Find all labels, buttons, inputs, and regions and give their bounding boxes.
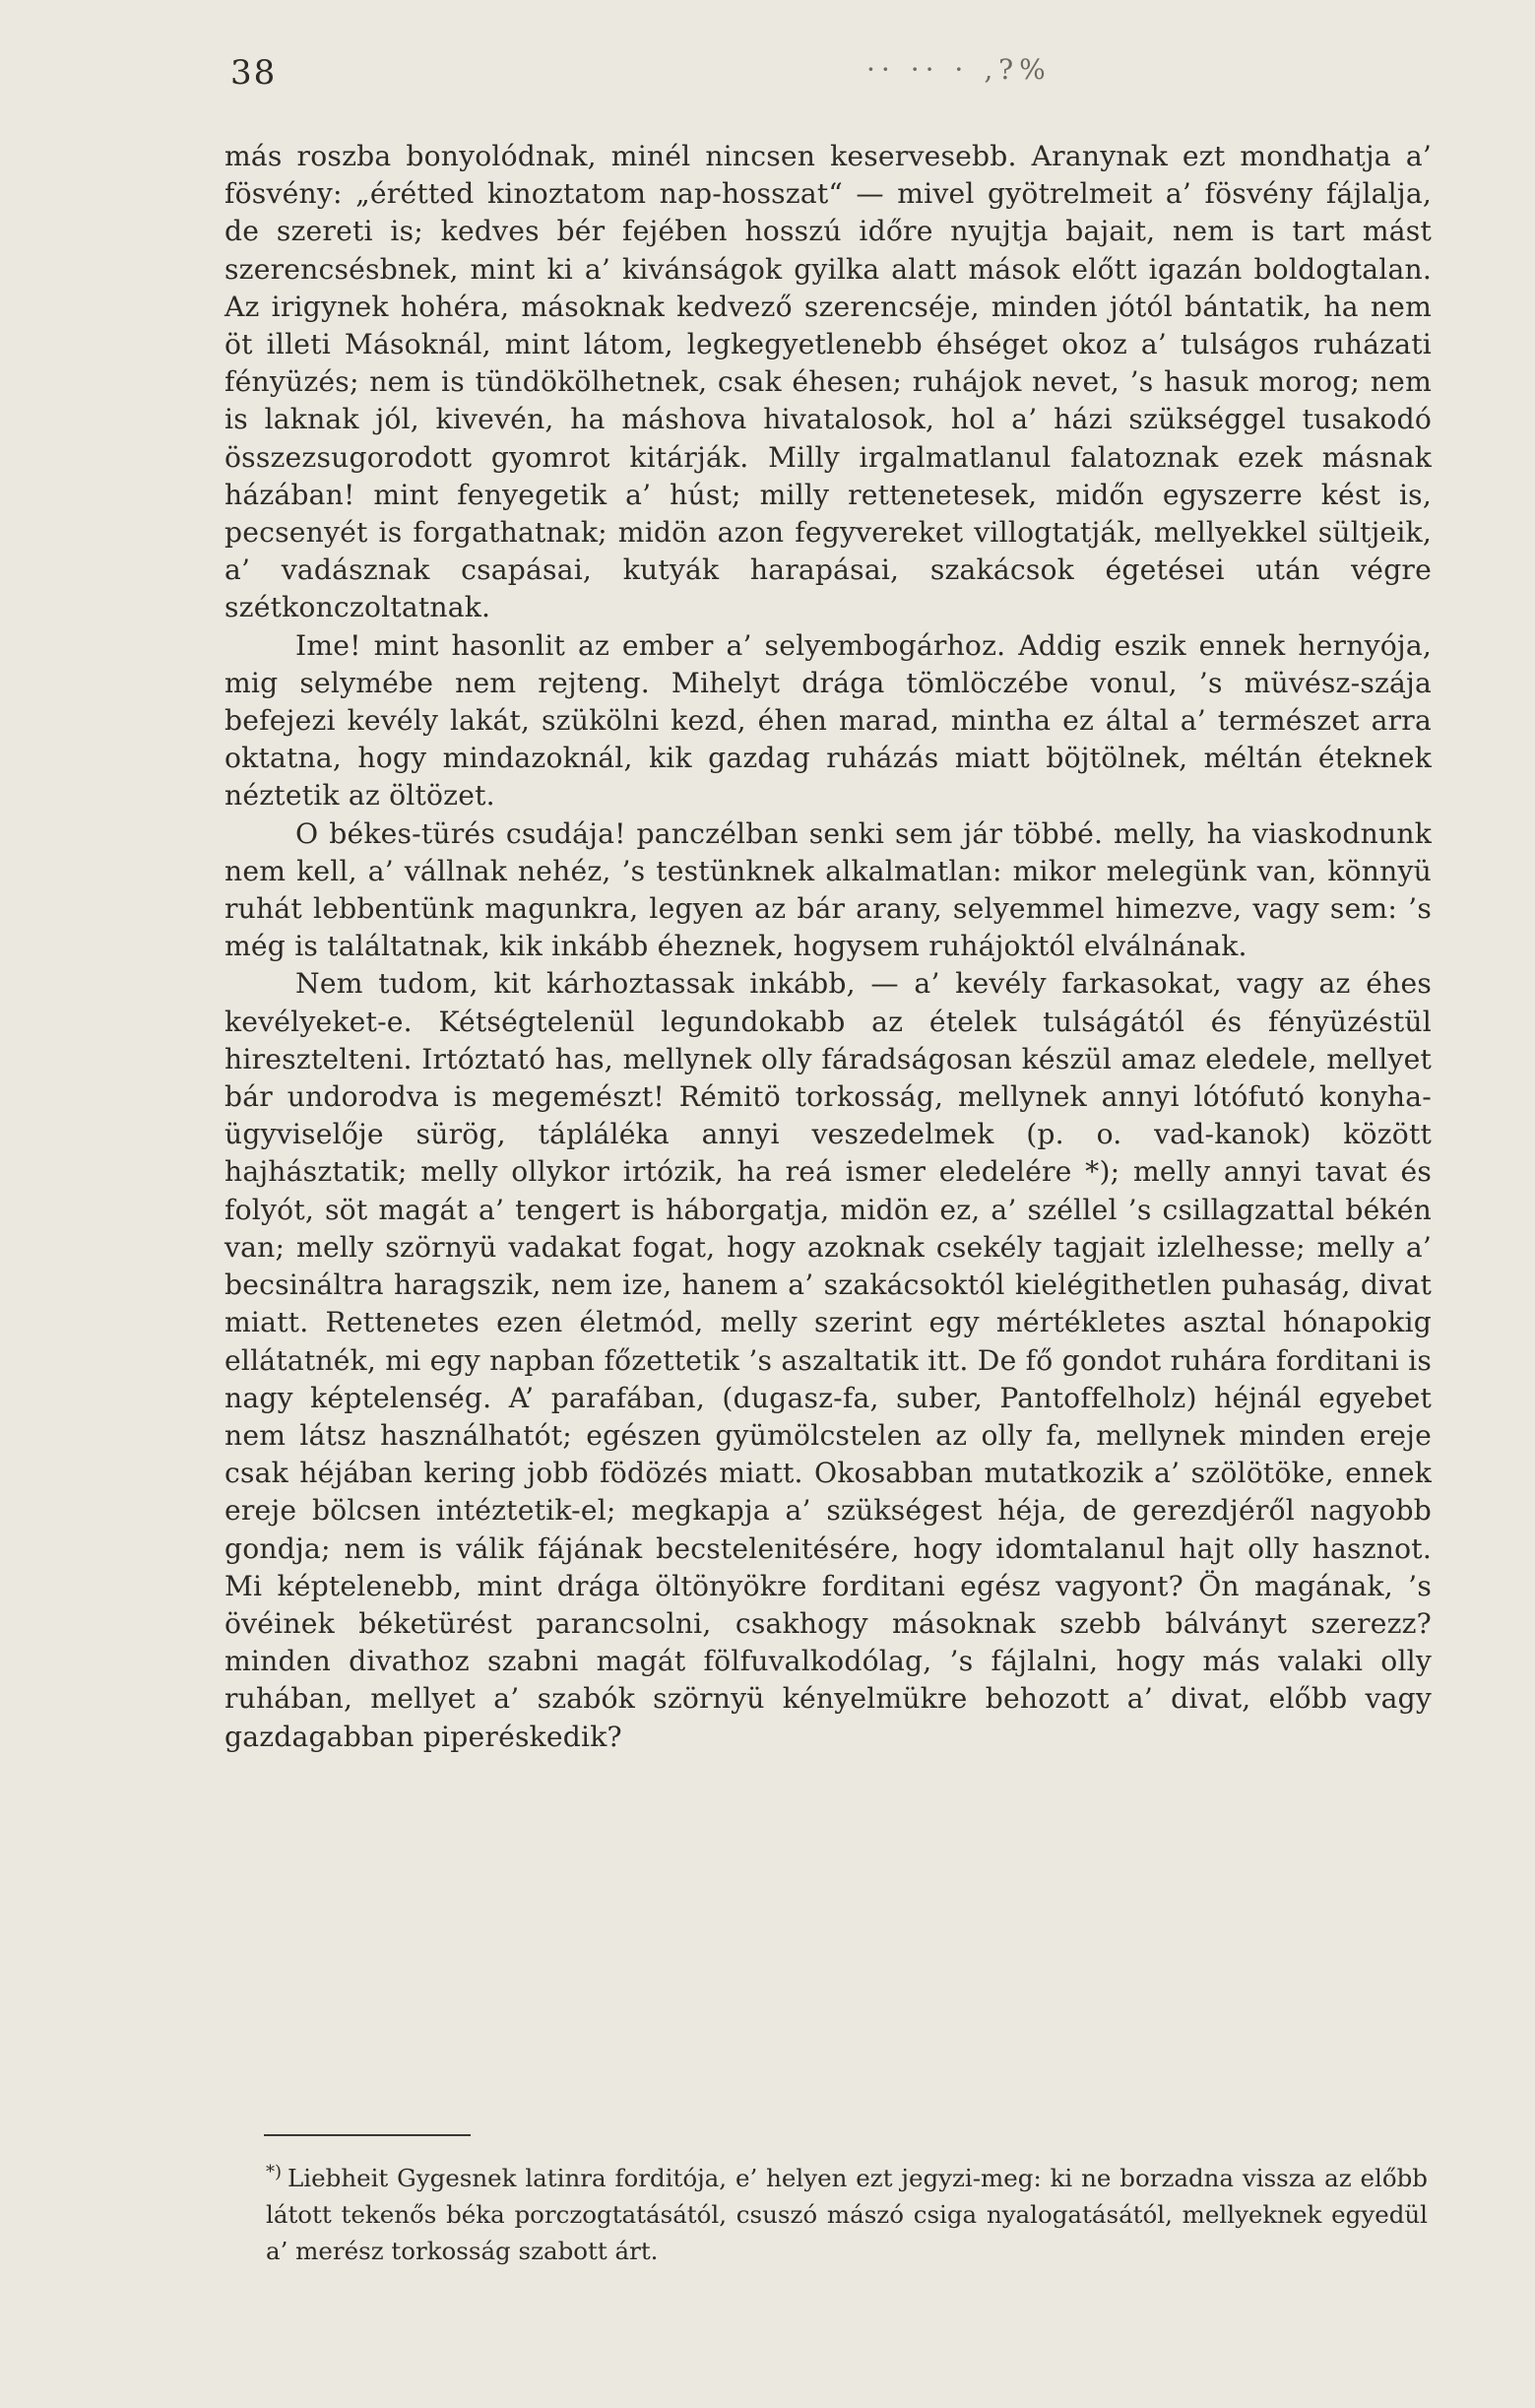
header-ink-marks: ·· ·· · ‚?% (866, 53, 1052, 86)
footnote (266, 2154, 1428, 2269)
page-number: 38 (230, 53, 278, 93)
footnote-text: Liebheit Gygesnek latinra forditója, e’ helyen ezt jegyzi-meg: ki ne borzadna vissza az előbb látott tekenős béka porczogtatásától, csuszó mászó csiga nyalogatásától, mellyeknek egyedül a’ merész torkosság szabott árt. (266, 2164, 1428, 2266)
footnote-mark: *) (266, 2162, 283, 2182)
paragraph-3: O békes-türés csudája! panczélban senki sem jár többé. melly, ha viaskodnunk nem kell, a’ vállnak nehéz, ’s testünknek alkalmatlan: mikor melegünk van, könnyü ruhát lebbentünk magunkra, legyen az bár arany, selyemmel himezve, vagy sem: ’s még is találtatnak, kik inkább éheznek, hogysem ruhájoktól elválnának. (224, 816, 1432, 963)
footnote-divider (264, 2134, 471, 2136)
paragraph-2: Ime! mint hasonlit az ember a’ selyembogárhoz. Addig eszik ennek hernyója, mig selymébe nem rejteng. Mihelyt drága tömlöczébe vonul, ’s müvész-szája befejezi kevély lakát, szükölni kezd, éhen marad, mintha ez által a’ természet arra oktatna, hogy mindazoknál, kik gazdag ruházás miatt böjtölnek, méltán éteknek néztetik az öltözet. (224, 628, 1432, 813)
paragraph-4: Nem tudom, kit kárhoztassak inkább, — a’ kevély farkasokat, vagy az éhes kevélyeket-e. Kétségtelenül legundokabb az ételek tulságától és fényüzéstül hiresztelteni. Irtóztató has, mellynek olly fáradságosan készül amaz eledele, mellyet bár undorodva is megemészt! Rémitö torkosság, mellynek annyi lótófutó konyha-ügyviselője sürög, tápláléka annyi veszedelmek (p. o. vad-kanok) között hajhásztatik; melly ollykor irtózik, ha reá ismer eledelére *); melly annyi tavat és folyót, söt magát a’ tengert is háborgatja, midön ez, a’ széllel ’s csillagzattal békén van; melly szörnyü vadakat fogat, hogy azoknak csekély tagjait izlelhesse; melly a’ becsináltra haragszik, nem ize, hanem a’ szakácsoktól kielégithetlen puhaság, divat miatt. Rettenetes ezen életmód, melly szerint egy mértékletes asztal hónapokig ellátatnék, mi egy napban főzettetik ’s aszaltatik itt. De fő gondot ruhára forditani is nagy képtelenség. A’ parafában, (dugasz-fa, suber, Pantoffelholz) héjnál egyebet nem látsz használhatót; egészen gyümölcstelen az olly fa, mellynek minden ereje csak héjában kering jobb födözés miatt. Okosabban mutatkozik a’ szölötöke, ennek ereje bölcsen intéztetik-el; megkapja a’ szükségest héja, de gerezdjéről nagyobb gondja; nem is válik fájának becstelenitésére, hogy idomtalanul hajt olly hasznot. Mi képtelenebb, mint drága öltönyökre forditani egész vagyont? Ön magának, ’s övéinek béketürést parancsolni, csakhogy másoknak szebb bálványt szerezz? minden divathoz szabni magát fölfuvalkodólag, ’s fájlalni, hogy más valaki olly ruhában, mellyet a’ szabók szörnyü kényelmükre behozott a’ divat, előbb vagy gazdagabban piperéskedik? (224, 967, 1432, 1753)
paragraph-1: más roszba bonyolódnak, minél nincsen keservesebb. Aranynak ezt mondhatja a’ fösvény: „érétted kinoztatom nap-hosszat“ — mivel gyötrelmeit a’ fösvény fájlalja, de szereti is; kedves bér fejében hosszú időre nyujtja bajait, nem is tart mást szerencsésbnek, mint ki a’ kivánságok gyilka alatt mások előtt igazán boldogtalan. Az irigynek hohéra, másoknak kedvező szerencséje, minden jótól bántatik, ha nem öt illeti Másoknál, mint látom, legkegyetlenebb éhséget okoz a’ tulságos ruházati fényüzés; nem is tündökölhetnek, csak éhesen; ruhájok nevet, ’s hasuk morog; nem is laknak jól, kivevén, ha máshova hivatalosok, hol a’ házi szükséggel tusakodó összezsugorodott gyomrot kitárják. Milly irgalmatlanul falatoznak ezek másnak házában! mint fenyegetik a’ húst; milly rettenetesek, midőn egyszerre kést is, pecsenyét is forgathatnak; midön azon fegyvereket villogtatják, mellyekkel sültjeik, a’ vadásznak csapásai, kutyák harapásai, szakácsok égetései után végre szétkonczoltatnak. (224, 140, 1432, 624)
main-text (224, 138, 1432, 1756)
